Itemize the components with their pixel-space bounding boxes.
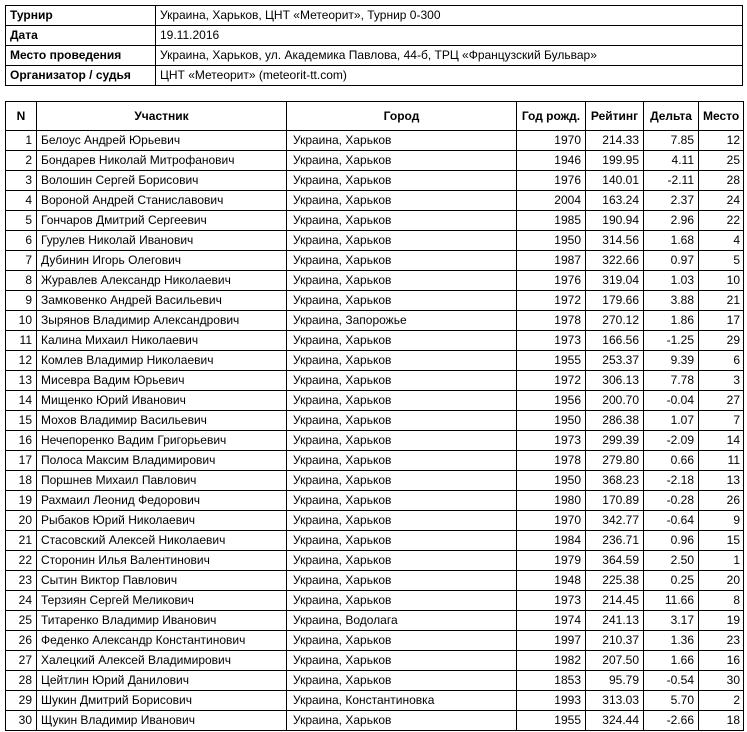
table-row (6, 671, 744, 691)
place-cell: 12 (699, 131, 744, 151)
participant-name-cell: Дубинин Игорь Олегович (37, 251, 287, 271)
birth-year-cell: 1976 (517, 171, 586, 191)
place-cell: 14 (699, 431, 744, 451)
participant-name-cell: Полоса Максим Владимирович (37, 451, 287, 471)
participant-name-cell: Замковенко Андрей Васильевич (37, 291, 287, 311)
delta-cell: -1.25 (644, 331, 699, 351)
table-row (6, 131, 744, 151)
birth-year-cell: 1970 (517, 131, 586, 151)
rating-cell: 286.38 (586, 411, 644, 431)
participant-name-cell: Шукин Дмитрий Борисович (37, 691, 287, 711)
table-row (6, 531, 744, 551)
place-cell: 3 (699, 371, 744, 391)
rating-cell: 199.95 (586, 151, 644, 171)
table-row (6, 191, 744, 211)
row-number-cell: 17 (6, 451, 37, 471)
results-table (5, 101, 744, 731)
participant-name-cell: Терзиян Сергей Меликович (37, 591, 287, 611)
participant-name-cell: Стасовский Алексей Николаевич (37, 531, 287, 551)
info-value: 19.11.2016 (156, 26, 743, 46)
delta-cell: 3.17 (644, 611, 699, 631)
table-row (6, 711, 744, 731)
delta-cell: -2.18 (644, 471, 699, 491)
birth-year-cell: 1946 (517, 151, 586, 171)
participant-name-cell: Феденко Александр Константинович (37, 631, 287, 651)
info-label: Турнир (6, 6, 156, 26)
birth-year-cell: 1948 (517, 571, 586, 591)
delta-cell: -0.04 (644, 391, 699, 411)
birth-year-cell: 1973 (517, 591, 586, 611)
participant-name-cell: Гурулев Николай Иванович (37, 231, 287, 251)
city-cell: Украина, Константиновка (287, 691, 517, 711)
city-cell: Украина, Харьков (287, 151, 517, 171)
rating-cell: 342.77 (586, 511, 644, 531)
birth-year-cell: 1955 (517, 351, 586, 371)
table-row (6, 411, 744, 431)
place-cell: 26 (699, 491, 744, 511)
table-row (6, 491, 744, 511)
table-row (6, 511, 744, 531)
tournament-info-body (6, 6, 743, 86)
birth-year-cell: 1982 (517, 651, 586, 671)
birth-year-cell: 1997 (517, 631, 586, 651)
row-number-cell: 18 (6, 471, 37, 491)
birth-year-cell: 1985 (517, 211, 586, 231)
place-cell: 17 (699, 311, 744, 331)
delta-cell: 0.97 (644, 251, 699, 271)
city-cell: Украина, Харьков (287, 431, 517, 451)
info-value: Украина, Харьков, ул. Академика Павлова, 44-б, ТРЦ «Французский Бульвар» (156, 46, 743, 66)
table-row (6, 271, 744, 291)
place-cell: 10 (699, 271, 744, 291)
info-label: Организатор / судья (6, 66, 156, 86)
city-cell: Украина, Харьков (287, 371, 517, 391)
city-cell: Украина, Харьков (287, 211, 517, 231)
delta-cell: 11.66 (644, 591, 699, 611)
place-cell: 25 (699, 151, 744, 171)
place-cell: 1 (699, 551, 744, 571)
participant-name-cell: Сторонин Илья Валентинович (37, 551, 287, 571)
place-cell: 28 (699, 171, 744, 191)
rating-cell: 179.66 (586, 291, 644, 311)
results-body (6, 131, 744, 731)
rating-cell: 190.94 (586, 211, 644, 231)
rating-cell: 314.56 (586, 231, 644, 251)
row-number-cell: 4 (6, 191, 37, 211)
rating-cell: 140.01 (586, 171, 644, 191)
place-cell: 19 (699, 611, 744, 631)
rating-cell: 279.80 (586, 451, 644, 471)
rating-cell: 163.24 (586, 191, 644, 211)
place-cell: 7 (699, 411, 744, 431)
participant-name-cell: Рахмаил Леонид Федорович (37, 491, 287, 511)
city-cell: Украина, Харьков (287, 331, 517, 351)
info-value: Украина, Харьков, ЦНТ «Метеорит», Турнир 0-300 (156, 6, 743, 26)
table-row (6, 571, 744, 591)
birth-year-cell: 1979 (517, 551, 586, 571)
row-number-cell: 21 (6, 531, 37, 551)
city-cell: Украина, Харьков (287, 511, 517, 531)
participant-name-cell: Титаренко Владимир Иванович (37, 611, 287, 631)
city-cell: Украина, Харьков (287, 671, 517, 691)
info-row (6, 6, 743, 26)
rating-cell: 322.66 (586, 251, 644, 271)
row-number-cell: 6 (6, 231, 37, 251)
birth-year-cell: 1972 (517, 291, 586, 311)
col-city-header: Город (287, 102, 517, 131)
participant-name-cell: Белоус Андрей Юрьевич (37, 131, 287, 151)
results-header (6, 102, 744, 131)
birth-year-cell: 1987 (517, 251, 586, 271)
table-row (6, 291, 744, 311)
col-rating-header: Рейтинг (586, 102, 644, 131)
table-row (6, 371, 744, 391)
table-row (6, 211, 744, 231)
city-cell: Украина, Харьков (287, 491, 517, 511)
rating-cell: 270.12 (586, 311, 644, 331)
city-cell: Украина, Харьков (287, 631, 517, 651)
birth-year-cell: 2004 (517, 191, 586, 211)
row-number-cell: 20 (6, 511, 37, 531)
col-delta-header: Дельта (644, 102, 699, 131)
row-number-cell: 29 (6, 691, 37, 711)
place-cell: 21 (699, 291, 744, 311)
table-row (6, 471, 744, 491)
info-row (6, 26, 743, 46)
delta-cell: 1.66 (644, 651, 699, 671)
rating-cell: 95.79 (586, 671, 644, 691)
delta-cell: 1.07 (644, 411, 699, 431)
results-header-row (6, 102, 744, 131)
info-label: Место проведения (6, 46, 156, 66)
row-number-cell: 25 (6, 611, 37, 631)
birth-year-cell: 1993 (517, 691, 586, 711)
row-number-cell: 22 (6, 551, 37, 571)
birth-year-cell: 1984 (517, 531, 586, 551)
participant-name-cell: Гончаров Дмитрий Сергеевич (37, 211, 287, 231)
delta-cell: 1.86 (644, 311, 699, 331)
city-cell: Украина, Харьков (287, 551, 517, 571)
row-number-cell: 14 (6, 391, 37, 411)
rating-cell: 166.56 (586, 331, 644, 351)
delta-cell: 1.68 (644, 231, 699, 251)
participant-name-cell: Мисевра Вадим Юрьевич (37, 371, 287, 391)
place-cell: 27 (699, 391, 744, 411)
delta-cell: 5.70 (644, 691, 699, 711)
table-row (6, 451, 744, 471)
row-number-cell: 24 (6, 591, 37, 611)
delta-cell: -0.64 (644, 511, 699, 531)
rating-cell: 225.38 (586, 571, 644, 591)
birth-year-cell: 1976 (517, 271, 586, 291)
birth-year-cell: 1972 (517, 371, 586, 391)
place-cell: 24 (699, 191, 744, 211)
place-cell: 4 (699, 231, 744, 251)
table-row (6, 311, 744, 331)
delta-cell: 4.11 (644, 151, 699, 171)
city-cell: Украина, Харьков (287, 131, 517, 151)
city-cell: Украина, Харьков (287, 591, 517, 611)
row-number-cell: 5 (6, 211, 37, 231)
birth-year-cell: 1955 (517, 711, 586, 731)
participant-name-cell: Мищенко Юрий Иванович (37, 391, 287, 411)
birth-year-cell: 1978 (517, 451, 586, 471)
participant-name-cell: Щукин Владимир Иванович (37, 711, 287, 731)
info-label: Дата (6, 26, 156, 46)
participant-name-cell: Поршнев Михаил Павлович (37, 471, 287, 491)
row-number-cell: 30 (6, 711, 37, 731)
participant-name-cell: Калина Михаил Николаевич (37, 331, 287, 351)
city-cell: Украина, Харьков (287, 171, 517, 191)
row-number-cell: 9 (6, 291, 37, 311)
table-row (6, 651, 744, 671)
place-cell: 13 (699, 471, 744, 491)
table-row (6, 591, 744, 611)
city-cell: Украина, Харьков (287, 391, 517, 411)
rating-cell: 368.23 (586, 471, 644, 491)
delta-cell: 0.96 (644, 531, 699, 551)
delta-cell: 0.25 (644, 571, 699, 591)
rating-cell: 214.45 (586, 591, 644, 611)
row-number-cell: 27 (6, 651, 37, 671)
place-cell: 15 (699, 531, 744, 551)
participant-name-cell: Сытин Виктор Павлович (37, 571, 287, 591)
delta-cell: 7.78 (644, 371, 699, 391)
delta-cell: -0.54 (644, 671, 699, 691)
place-cell: 23 (699, 631, 744, 651)
participant-name-cell: Халецкий Алексей Владимирович (37, 651, 287, 671)
row-number-cell: 23 (6, 571, 37, 591)
row-number-cell: 16 (6, 431, 37, 451)
city-cell: Украина, Запорожье (287, 311, 517, 331)
rating-cell: 299.39 (586, 431, 644, 451)
table-row (6, 431, 744, 451)
place-cell: 16 (699, 651, 744, 671)
delta-cell: 2.37 (644, 191, 699, 211)
row-number-cell: 2 (6, 151, 37, 171)
table-row (6, 151, 744, 171)
birth-year-cell: 1956 (517, 391, 586, 411)
place-cell: 8 (699, 591, 744, 611)
row-number-cell: 11 (6, 331, 37, 351)
birth-year-cell: 1950 (517, 471, 586, 491)
delta-cell: 3.88 (644, 291, 699, 311)
city-cell: Украина, Водолага (287, 611, 517, 631)
info-value: ЦНТ «Метеорит» (meteorit-tt.com) (156, 66, 743, 86)
rating-cell: 210.37 (586, 631, 644, 651)
birth-year-cell: 1950 (517, 231, 586, 251)
city-cell: Украина, Харьков (287, 571, 517, 591)
table-row (6, 631, 744, 651)
place-cell: 18 (699, 711, 744, 731)
city-cell: Украина, Харьков (287, 351, 517, 371)
city-cell: Украина, Харьков (287, 251, 517, 271)
row-number-cell: 13 (6, 371, 37, 391)
table-row (6, 351, 744, 371)
birth-year-cell: 1970 (517, 511, 586, 531)
table-row (6, 611, 744, 631)
rating-cell: 170.89 (586, 491, 644, 511)
row-number-cell: 7 (6, 251, 37, 271)
row-number-cell: 1 (6, 131, 37, 151)
city-cell: Украина, Харьков (287, 471, 517, 491)
delta-cell: 1.03 (644, 271, 699, 291)
rating-cell: 364.59 (586, 551, 644, 571)
participant-name-cell: Вороной Андрей Станиславович (37, 191, 287, 211)
place-cell: 30 (699, 671, 744, 691)
table-row (6, 331, 744, 351)
row-number-cell: 3 (6, 171, 37, 191)
delta-cell: -2.11 (644, 171, 699, 191)
place-cell: 22 (699, 211, 744, 231)
place-cell: 29 (699, 331, 744, 351)
delta-cell: 0.66 (644, 451, 699, 471)
rating-cell: 319.04 (586, 271, 644, 291)
birth-year-cell: 1973 (517, 431, 586, 451)
rating-cell: 324.44 (586, 711, 644, 731)
city-cell: Украина, Харьков (287, 411, 517, 431)
rating-cell: 241.13 (586, 611, 644, 631)
city-cell: Украина, Харьков (287, 231, 517, 251)
city-cell: Украина, Харьков (287, 451, 517, 471)
info-row (6, 66, 743, 86)
rating-cell: 313.03 (586, 691, 644, 711)
participant-name-cell: Цейтлин Юрий Данилович (37, 671, 287, 691)
delta-cell: -2.09 (644, 431, 699, 451)
row-number-cell: 12 (6, 351, 37, 371)
table-row (6, 551, 744, 571)
place-cell: 9 (699, 511, 744, 531)
place-cell: 11 (699, 451, 744, 471)
row-number-cell: 15 (6, 411, 37, 431)
rating-cell: 253.37 (586, 351, 644, 371)
table-row (6, 171, 744, 191)
rating-cell: 236.71 (586, 531, 644, 551)
participant-name-cell: Зырянов Владимир Александрович (37, 311, 287, 331)
place-cell: 20 (699, 571, 744, 591)
city-cell: Украина, Харьков (287, 271, 517, 291)
table-row (6, 251, 744, 271)
participant-name-cell: Рыбаков Юрий Николаевич (37, 511, 287, 531)
row-number-cell: 26 (6, 631, 37, 651)
city-cell: Украина, Харьков (287, 531, 517, 551)
place-cell: 2 (699, 691, 744, 711)
delta-cell: 2.96 (644, 211, 699, 231)
col-participant-header: Участник (37, 102, 287, 131)
col-place-header: Место (699, 102, 744, 131)
city-cell: Украина, Харьков (287, 191, 517, 211)
place-cell: 6 (699, 351, 744, 371)
delta-cell: -2.66 (644, 711, 699, 731)
participant-name-cell: Бондарев Николай Митрофанович (37, 151, 287, 171)
tournament-info-table (5, 5, 743, 86)
col-birth-year-header: Год рожд. (517, 102, 586, 131)
participant-name-cell: Волошин Сергей Борисович (37, 171, 287, 191)
row-number-cell: 8 (6, 271, 37, 291)
birth-year-cell: 1950 (517, 411, 586, 431)
birth-year-cell: 1974 (517, 611, 586, 631)
city-cell: Украина, Харьков (287, 291, 517, 311)
participant-name-cell: Журавлев Александр Николаевич (37, 271, 287, 291)
delta-cell: 7.85 (644, 131, 699, 151)
birth-year-cell: 1973 (517, 331, 586, 351)
city-cell: Украина, Харьков (287, 711, 517, 731)
place-cell: 5 (699, 251, 744, 271)
row-number-cell: 19 (6, 491, 37, 511)
rating-cell: 207.50 (586, 651, 644, 671)
birth-year-cell: 1853 (517, 671, 586, 691)
birth-year-cell: 1978 (517, 311, 586, 331)
rating-cell: 306.13 (586, 371, 644, 391)
table-row (6, 231, 744, 251)
participant-name-cell: Комлев Владимир Николаевич (37, 351, 287, 371)
table-row (6, 391, 744, 411)
rating-cell: 200.70 (586, 391, 644, 411)
city-cell: Украина, Харьков (287, 651, 517, 671)
row-number-cell: 28 (6, 671, 37, 691)
delta-cell: 9.39 (644, 351, 699, 371)
info-row (6, 46, 743, 66)
birth-year-cell: 1980 (517, 491, 586, 511)
delta-cell: 2.50 (644, 551, 699, 571)
participant-name-cell: Мохов Владимир Васильевич (37, 411, 287, 431)
delta-cell: -0.28 (644, 491, 699, 511)
row-number-cell: 10 (6, 311, 37, 331)
rating-cell: 214.33 (586, 131, 644, 151)
col-number-header: N (6, 102, 37, 131)
table-row (6, 691, 744, 711)
delta-cell: 1.36 (644, 631, 699, 651)
participant-name-cell: Нечепоренко Вадим Григорьевич (37, 431, 287, 451)
